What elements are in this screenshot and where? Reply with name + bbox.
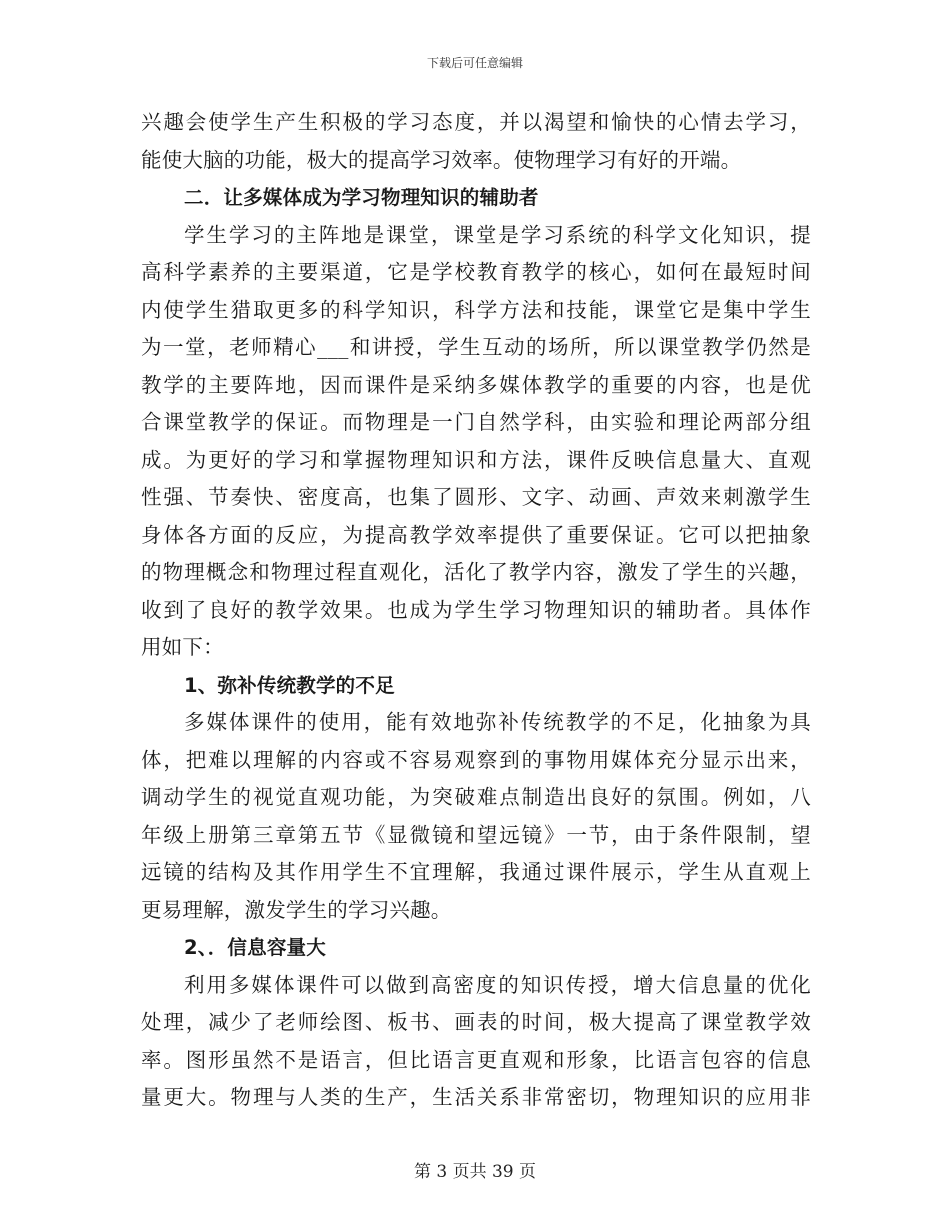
text-line: 合课堂教学的保证。而物理是一门自然学科，由实验和理论两部分组 (141, 410, 811, 434)
text-line: 能使大脑的功能，极大的提高学习效率。使物理学习有好的开端。 (141, 147, 742, 172)
text-line: 用如下： (141, 635, 224, 659)
section-heading: 二．让多媒体成为学习物理知识的辅助者 (184, 186, 539, 209)
text-line: 更易理解，激发学生的学习兴趣。 (141, 897, 452, 922)
text-line: 性强、节奏快、密度高，也集了圆形、文字、动画、声效来刺激学生 (141, 485, 811, 509)
text-line: 学生学习的主阵地是课堂，课堂是学习系统的科学文化知识，提 (184, 222, 811, 247)
text-line: 利用多媒体课件可以做到高密度的知识传授，增大信息量的优化 (184, 972, 811, 997)
text-line: 远镜的结构及其作用学生不宜理解，我通过课件展示，学生从直观上 (141, 860, 811, 884)
page-header: 下载后可任意编辑 (426, 56, 523, 70)
text-line: 多媒体课件的使用，能有效地弥补传统教学的不足，化抽象为具 (184, 710, 811, 734)
text-line: 教学的主要阵地，因而课件是采纳多媒体教学的重要的内容，也是优 (141, 372, 811, 397)
text-line: 处理，减少了老师绘图、板书、画表的时间，极大提高了课堂教学效 (141, 1010, 811, 1034)
text-line: 率。图形虽然不是语言，但比语言更直观和形象，比语言包容的信息 (141, 1047, 811, 1072)
text-line: 兴趣会使学生产生积极的学习态度，并以渴望和愉快的心情去学习， (141, 110, 811, 134)
text-line: 体，把难以理解的内容或不容易观察到的事物用媒体充分显示出来， (141, 747, 811, 772)
text-line: 内使学生猎取更多的科学知识，科学方法和技能，课堂它是集中学生 (141, 297, 811, 322)
document-body (141, 104, 811, 1117)
text-line: 收到了良好的教学效果。也成为学生学习物理知识的辅助者。具体作 (141, 597, 811, 622)
text-line: 量更大。物理与人类的生产，生活关系非常密切，物理知识的应用非 (141, 1085, 811, 1109)
text-line: 为一堂，老师精心___和讲授，学生互动的场所，所以课堂教学仍然是 (141, 335, 811, 359)
text-line: 的物理概念和物理过程直观化，活化了教学内容，激发了学生的兴趣， (141, 560, 811, 584)
text-line: 调动学生的视觉直观功能，为突破难点制造出良好的氛围。例如，八 (141, 785, 811, 809)
page-footer: 第 3 页共 39 页 (413, 1162, 537, 1182)
text-line: 成。为更好的学习和掌握物理知识和方法，课件反映信息量大、直观 (141, 447, 811, 472)
text-line: 年级上册第三章第五节《显微镜和望远镜》一节，由于条件限制，望 (141, 822, 811, 847)
text-line: 高科学素养的主要渠道，它是学校教育教学的核心，如何在最短时间 (141, 260, 811, 284)
text-line: 身体各方面的反应，为提高教学效率提供了重要保证。它可以把抽象 (141, 522, 811, 547)
section-heading: 2、．信息容量大 (184, 936, 326, 959)
section-heading: 1、弥补传统教学的不足 (184, 673, 395, 697)
